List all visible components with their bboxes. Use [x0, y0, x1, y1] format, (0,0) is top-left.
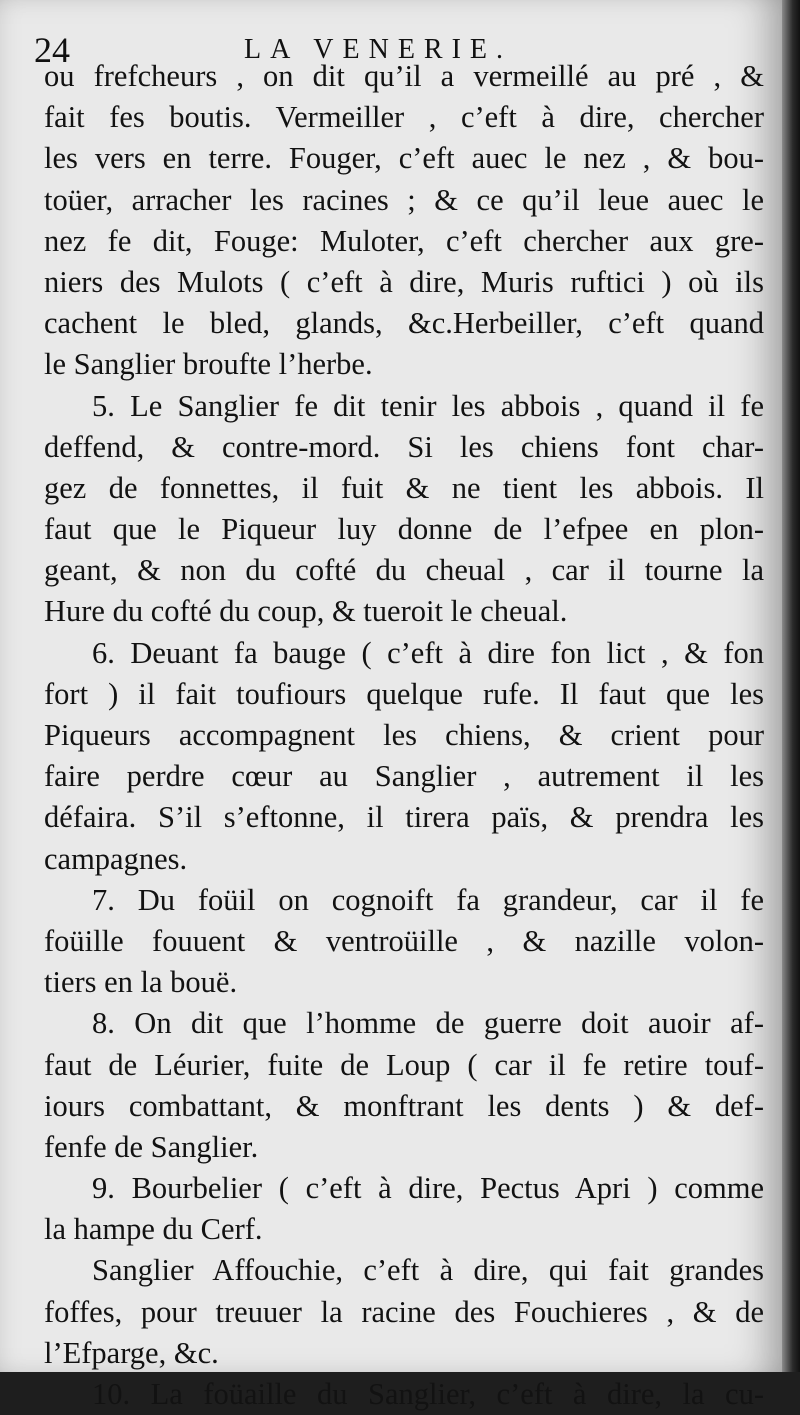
page-number: 24: [34, 30, 70, 70]
text-line: tiers en la bouë.: [44, 965, 238, 1000]
text-line: foüille fouuent & ventroüille , & nazille volon-: [44, 923, 764, 958]
text-line: 8. On dit que l’homme de guerre doit auoir af-: [92, 1006, 764, 1041]
text-line: fort ) il fait toufiours quelque rufe. Il faut que les: [44, 676, 764, 711]
text-line: fenfe de Sanglier.: [44, 1129, 259, 1164]
text-line: cachent le bled, glands, &c.Herbeiller, c’eft quand: [44, 306, 764, 341]
body-text: [44, 56, 764, 1415]
text-line: Hure du cofté du coup, & tueroit le cheual.: [44, 594, 568, 629]
running-title: LA VENERIE.: [244, 34, 513, 65]
text-line: gez de fonnettes, il fuit & ne tient les abbois. Il: [44, 470, 764, 505]
text-line: iours combattant, & monftrant les dents ) & def-: [44, 1088, 764, 1123]
text-line: fait fes boutis. Vermeiller , c’eft à dire, chercher: [44, 100, 764, 135]
text-line: foffes, pour treuuer la racine des Fouchieres , & de: [44, 1294, 764, 1329]
text-line: 5. Le Sanglier fe dit tenir les abbois , quand il fe: [92, 388, 764, 423]
page-edge-shadow: [782, 0, 800, 1372]
text-line: la hampe du Cerf.: [44, 1212, 263, 1247]
text-line: faut que le Piqueur luy donne de l’efpee en plon-: [44, 512, 764, 547]
text-line: toüer, arracher les racines ; & ce qu’il leue auec le: [44, 182, 764, 217]
text-line: niers des Mulots ( c’eft à dire, Muris ruftici ) où ils: [44, 264, 764, 299]
text-line: deffend, & contre-mord. Si les chiens font char-: [44, 429, 764, 464]
text-line: les vers en terre. Fouger, c’eft auec le nez , & bou-: [44, 141, 764, 176]
text-line: nez fe dit, Fouge: Muloter, c’eft chercher aux gre-: [44, 223, 764, 258]
text-line: défaira. S’il s’eftonne, il tirera païs, & prendra les: [44, 800, 764, 835]
text-line: 7. Du foüil on cognoift fa grandeur, car il fe: [92, 882, 764, 917]
text-line: faire perdre cœur au Sanglier , autrement il les: [44, 759, 764, 794]
text-line: ou frefcheurs , on dit qu’il a vermeillé au pré , &: [44, 59, 764, 93]
text-line: 9. Bourbelier ( c’eft à dire, Pectus Apri ) comme: [92, 1171, 764, 1206]
text-line: faut de Léurier, fuite de Loup ( car il fe retire touf-: [44, 1047, 764, 1082]
text-line: 10. La foüaille du Sanglier, c’eft à dire, la cu-: [92, 1377, 764, 1411]
text-line: campagnes.: [44, 841, 188, 876]
text-line: le Sanglier broufte l’herbe.: [44, 347, 373, 382]
text-line: geant, & non du cofté du cheual , car il tourne la: [44, 553, 764, 588]
text-line: l’Efparge, &c.: [44, 1335, 219, 1370]
text-line: Piqueurs accompagnent les chiens, & crient pour: [44, 718, 764, 752]
text-line: Sanglier Affouchie, c’eft à dire, qui fait grandes: [92, 1253, 764, 1288]
text-line: 6. Deuant fa bauge ( c’eft à dire fon lict , & fon: [92, 635, 764, 670]
